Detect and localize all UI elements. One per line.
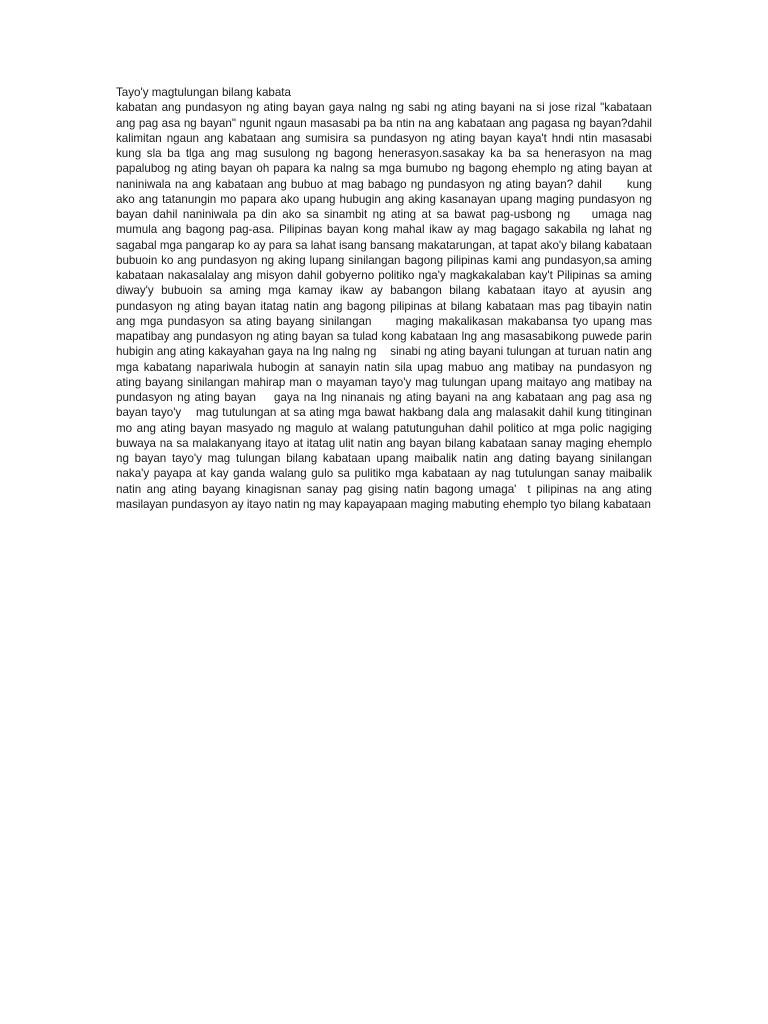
document-title: Tayo'y magtulungan bilang kabata: [116, 86, 291, 99]
document-content: [116, 85, 656, 512]
document-body: kabatan ang pundasyon ng ating bayan gaya nalng ng sabi ng ating bayani na si jose rizal "kabataan ang pag asa ng bayan" ngunit ngaun masasabi pa ba ntin na ang kabataan ang pagasa ng bayan?dahil kalimitan ngaun ang kabataan ang sumisira sa pundasyon ng ating bayan kaya't hndi ntin masasabi kung sla ba tlga ang mag susulong ng bagong henerasyon.sasakay ka ba sa henerasyon na mag papalubog ng ating bayan oh papara ka nalng sa mga bumubo ng bagong ehemplo ng ating bayan at naniniwala na ang kabataan ang bubuo at mag babago ng pundasyon ng ating bayan? dahil kung ako ang tatanungin mo papara ako upang hubugin ang aking kasanayan upang maging pundasyon ng bayan dahil naniniwala pa din ako sa sinambit ng ating at sa bawat pag-usbong ng umaga nag mumula ang bagong pag-asa. Pilipinas bayan kong mahal ikaw ay mag bagago sakabila ng lahat ng sagabal mga pangarap ko ay para sa lahat isang bansang makatarungan, at tapat ako'y bilang kabataan bubuoin ko ang pundasyon ng aking lupang sinilangan bagong pilipinas kami ang pundasyon,sa aming kabataan nakasalalay ang misyon dahil gobyerno politiko nga'y magkakalaban kay't Pilipinas sa aming diway'y bubuoin sa aming mga kamay ikaw ay babangon bilang kabataan itayo at ayusin ang pundasyon ng ating bayan itatag natin ang bagong pilipinas at bilang kabataan mas pag tibayin natin ang mga pundasyon sa ating bayang sinilangan maging makalikasan makabansa tyo upang mas mapatibay ang pundasyon ng ating bayan sa tulad kong kabataan lng ang masasabikong puwede parin hubigin ang ating kakayahan gaya na lng nalng ng sinabi ng ating bayani tulungan at turuan natin ang mga kabatang napariwala hubogin at sanayin natin sila upag mabuo ang matibay na pundasyon ng ating bayang sinilangan mahirap man o mayaman tayo'y mag tulungan upang maitayo ang matibay na pundasyon ng ating bayan gaya na lng ninanais ng ating bayani na ang kabataan ang pag asa ng bayan tayo'y mag tutulungan at sa ating mga bawat hakbang dala ang malasakit dahil kung titinginan mo ang ating bayan masyado ng magulo at walang patutunguhan dahil politico at mga polic nagiging buwaya na sa malakanyang itayo at itatag ulit natin ang bayan bilang kabataan sanay maging ehemplo ng bayan tayo'y mag tulungan bilang kabataan upang maibalik natin ang dating bayang sinilangan naka'y payapa at kay ganda walang gulo sa pulitiko mga kabataan ay nag tutulungan sanay maibalik natin ang ating bayang kinagisnan sanay pag gising natin bagong umaga' t pilipinas na ang ating masilayan pundasyon ay itayo natin ng may kapayapaan maging mabuting ehemplo tyo bilang kabataan: [116, 101, 656, 511]
